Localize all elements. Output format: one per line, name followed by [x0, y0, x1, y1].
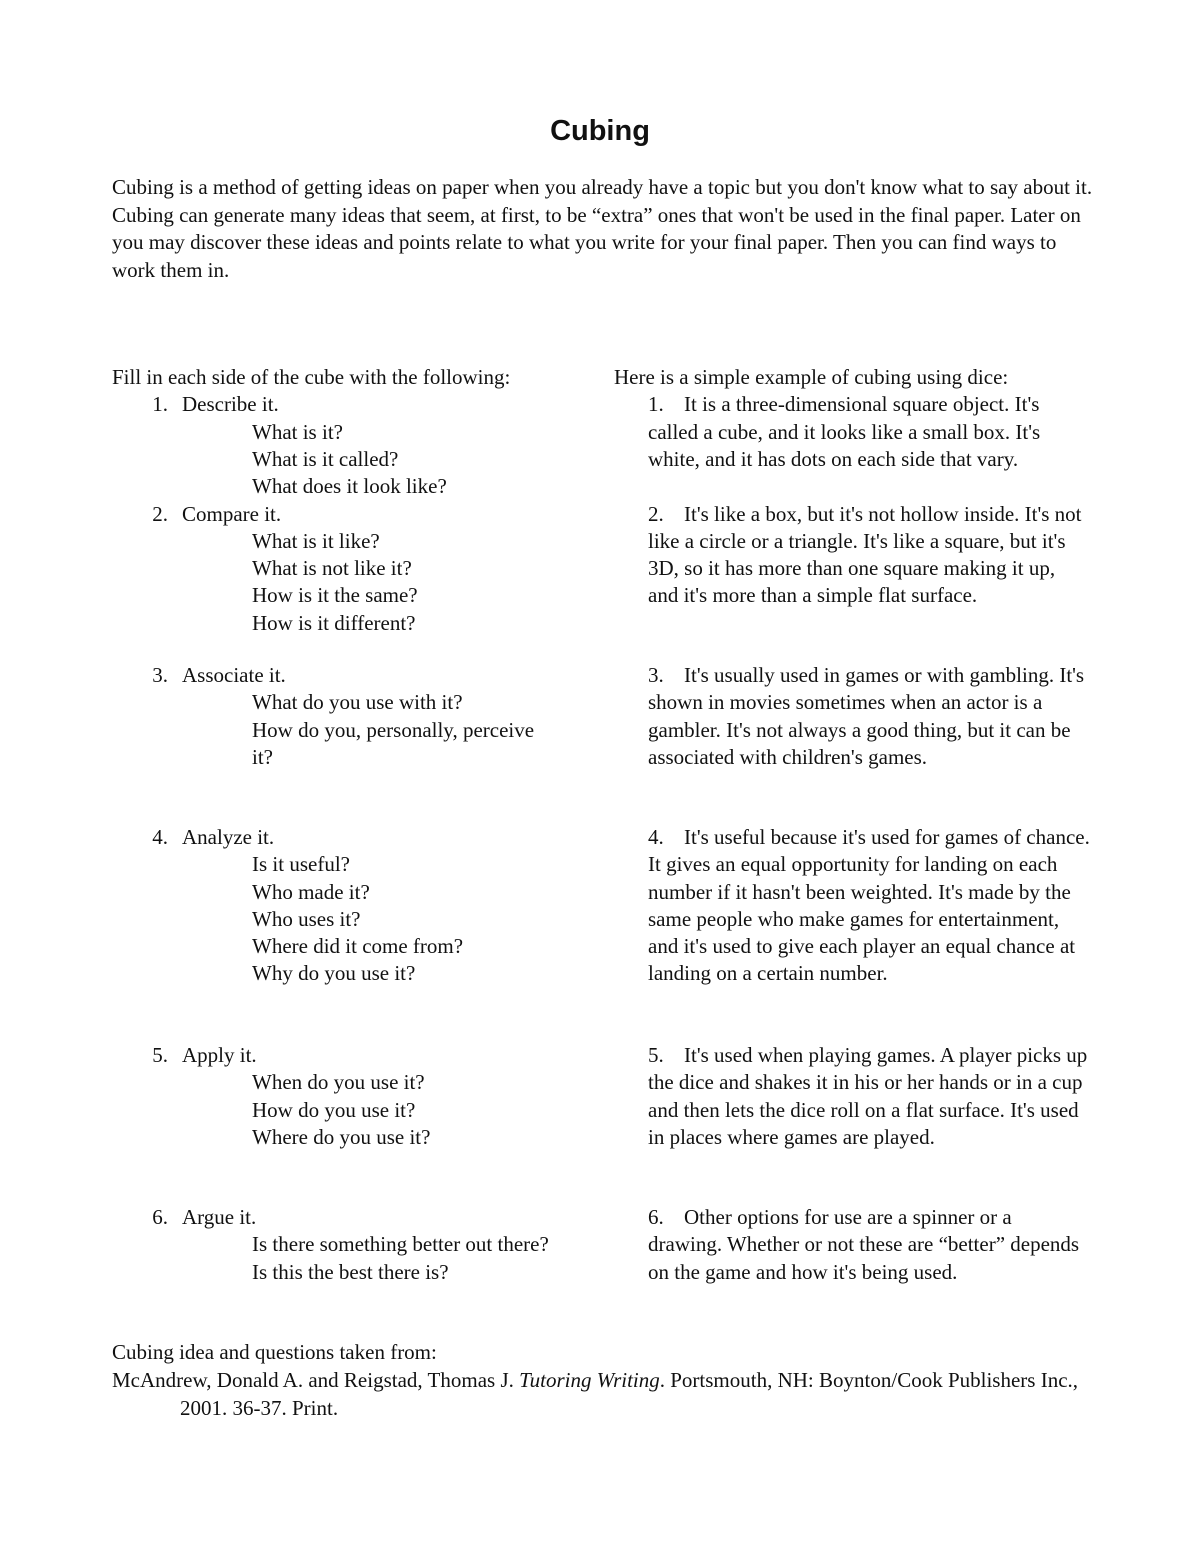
step-question: Is it useful? [252, 852, 350, 877]
example-number: 5. [648, 1043, 664, 1067]
citation-authors: McAndrew, Donald A. and Reigstad, Thomas J. [112, 1368, 514, 1392]
step-number: 5. [152, 1043, 168, 1067]
example-text: It's like a box, but it's not hollow inside. It's not like a circle or a triangle. It's like a square, but it's 3D, so it has more than one square making it up, and it's more than a simple flat surface. [648, 501, 1082, 608]
step-label: Describe it. [182, 392, 279, 417]
step-question: it? [252, 744, 273, 769]
step-question: How is it the same? [252, 583, 418, 608]
example-text: It is a three-dimensional square object. It's called a cube, and it looks like a small box. It's white, and it has dots on each side that vary. [648, 392, 1041, 471]
step-question: Is there something better out there? [252, 1232, 549, 1257]
step-question: Why do you use it? [252, 961, 416, 986]
step-question: What is it? [252, 419, 343, 444]
step-label: Apply it. [182, 1043, 257, 1067]
step-question: What is it like? [252, 528, 380, 553]
step-compare [112, 501, 602, 637]
prompts-column [112, 364, 602, 1284]
examples-column [614, 364, 1104, 1284]
step-question: What does it look like? [252, 474, 447, 499]
step-number: 1. [152, 392, 168, 417]
example-item [648, 391, 1090, 473]
step-question: Who made it? [252, 879, 370, 904]
step-question: Where do you use it? [252, 1124, 431, 1149]
step-associate [112, 662, 602, 771]
citation [112, 1338, 1102, 1422]
example-item [648, 824, 1090, 988]
step-number: 2. [152, 501, 168, 526]
example-text: Other options for use are a spinner or a drawing. Whether or not these are “better” depends on the game and how it's being used. [648, 1205, 1080, 1284]
step-label: Compare it. [182, 501, 282, 526]
step-question: What is it called? [252, 446, 399, 471]
step-question: How do you use it? [252, 1097, 416, 1122]
step-apply [112, 1042, 602, 1151]
example-text: It's used when playing games. A player picks up the dice and shakes it in his or her hands or in a cup and then lets the dice roll on a flat surface. It's used in places where games are played. [648, 1043, 1088, 1149]
citation-book-title: Tutoring Writing [519, 1368, 660, 1392]
example-item [648, 1042, 1090, 1151]
step-number: 4. [152, 825, 168, 849]
step-question: Is this the best there is? [252, 1259, 449, 1284]
step-question: What do you use with it? [252, 690, 463, 715]
citation-reference [112, 1366, 1102, 1422]
intro-paragraph: Cubing is a method of getting ideas on paper when you already have a topic but you don't know what to say about it. Cubing can generate many ideas that seem, at first, to be “extra” ones that won't be used in the final paper. Later on you may discover these ideas and points relate to what you write for your final paper. Then you can find ways to work them in. [112, 175, 1093, 282]
example-number: 4. [648, 825, 664, 849]
step-number: 6. [152, 1205, 168, 1229]
step-argue [112, 1204, 602, 1286]
step-question: What is not like it? [252, 556, 412, 581]
citation-intro: Cubing idea and questions taken from: [112, 1340, 437, 1364]
example-item [648, 662, 1090, 771]
step-label: Argue it. [182, 1205, 257, 1229]
step-question: How is it different? [252, 610, 416, 635]
example-number: 3. [648, 663, 664, 687]
example-number: 6. [648, 1205, 664, 1229]
step-describe [112, 391, 602, 500]
example-item [648, 1204, 1090, 1286]
example-item [648, 501, 1090, 610]
step-label: Analyze it. [182, 825, 275, 849]
example-number: 2. [648, 501, 664, 526]
step-analyze [112, 824, 602, 988]
step-question: Where did it come from? [252, 934, 464, 959]
step-number: 3. [152, 663, 168, 687]
right-column-heading: Here is a simple example of cubing using dice: [614, 365, 1009, 389]
left-column-heading: Fill in each side of the cube with the following: [112, 365, 511, 389]
step-question: When do you use it? [252, 1070, 425, 1095]
citation-publication: . Portsmouth, NH: Boynton/Cook Publishers Inc., 2001. 36-37. Print. [180, 1368, 1079, 1420]
step-question: How do you, personally, perceive [252, 717, 535, 742]
example-text: It's usually used in games or with gambling. It's shown in movies sometimes when an actor is a gambler. It's not always a good thing, but it can be associated with children's games. [648, 663, 1085, 769]
page-title: Cubing [550, 115, 650, 147]
example-text: It's useful because it's used for games of chance. It gives an equal opportunity for landing on each number if it hasn't been weighted. It's made by the same people who make games for entertainment, and it's used to give each player an equal chance at landing on a certain number. [648, 825, 1090, 986]
step-label: Associate it. [182, 663, 286, 687]
step-question: Who uses it? [252, 906, 361, 931]
example-number: 1. [648, 392, 664, 417]
